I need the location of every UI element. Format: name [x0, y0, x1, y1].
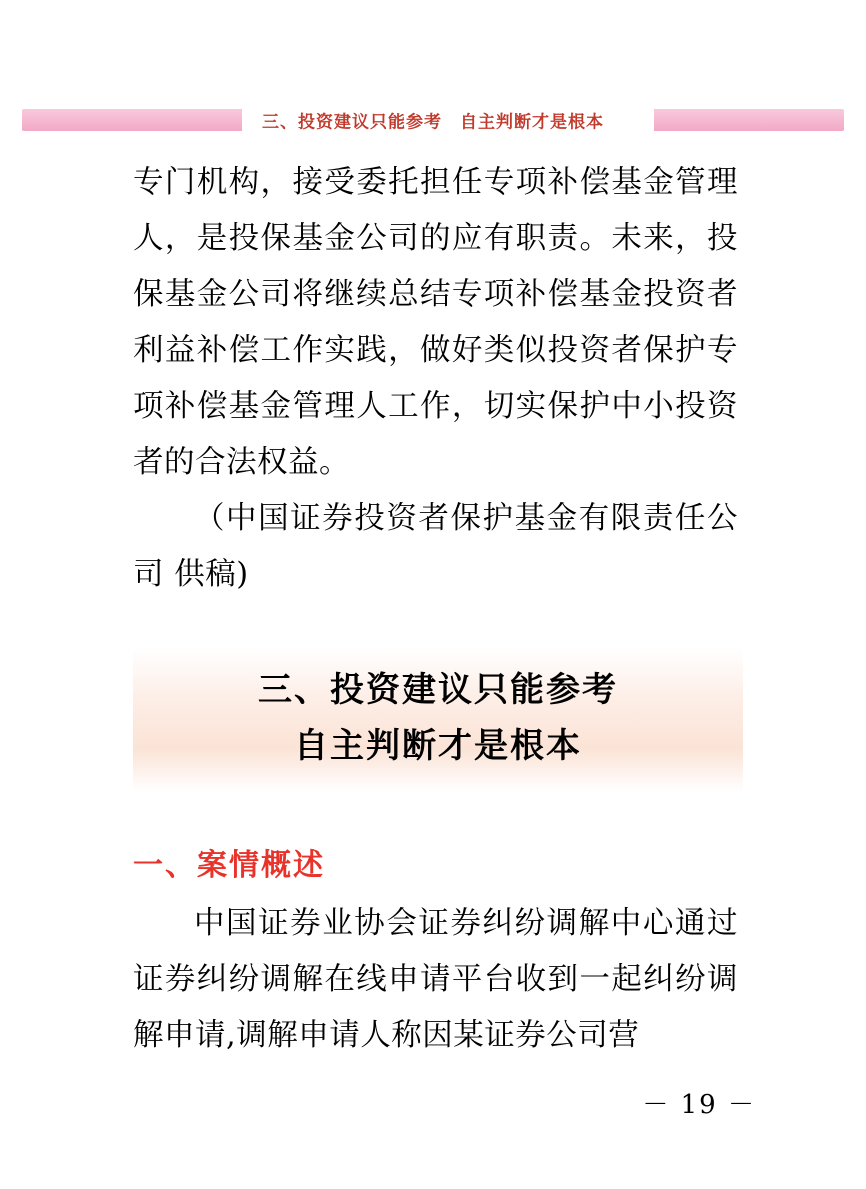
page-number: － 19 － [642, 1090, 756, 1120]
subsection-text-block [133, 896, 738, 1064]
subsection-paragraph: 中国证券业协会证券纠纷调解中心通过证券纠纷调解在线申请平台收到一起纠纷调解申请,调解申请人称因某证券公司营 [133, 906, 738, 1053]
header-decoration-right [654, 109, 844, 131]
header-title-part2: 自主判断才是根本 [460, 112, 604, 133]
section-heading-line2: 自主判断才是根本 [294, 726, 582, 766]
header-title [248, 106, 618, 135]
body-text-block [133, 155, 738, 603]
subsection-heading: 一、案情概述 [133, 848, 325, 883]
paragraph-attribution: （中国证券投资者保护基金有限责任公司 供稿) [133, 501, 738, 592]
header-decoration-left [22, 109, 242, 131]
paragraph-continued: 专门机构，接受委托担任专项补偿基金管理人，是投保基金公司的应有职责。未来，投保基金公司将继续总结专项补偿基金投资者利益补偿工作实践，做好类似投资者保护专项补偿基金管理人工作，切实保护中小投资者的合法权益。 [133, 165, 738, 480]
header-title-part1: 三、投资建议只能参考 [262, 112, 442, 133]
section-heading-block [133, 648, 743, 792]
section-heading-line1: 三、投资建议只能参考 [258, 670, 618, 710]
running-header [22, 100, 844, 140]
